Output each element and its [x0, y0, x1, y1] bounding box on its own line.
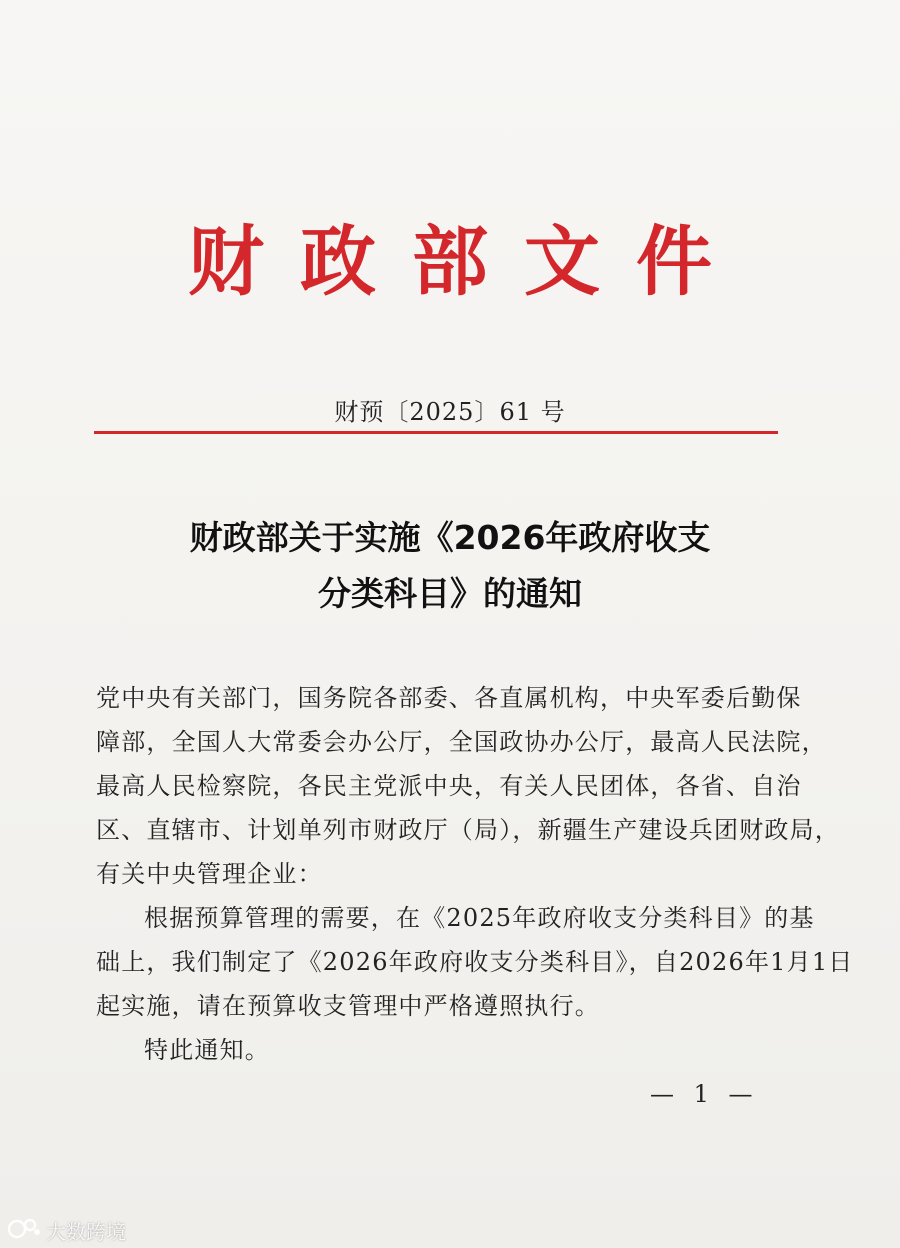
red-divider-line [94, 431, 778, 434]
watermark [8, 1216, 126, 1244]
recipients-line: 有关中央管理企业： [96, 860, 323, 888]
recipients-line: 区、直辖市、计划单列市财政厅（局），新疆生产建设兵团财政局， [96, 816, 840, 844]
recipients-line: 障部，全国人大常委会办公厅，全国政协办公厅，最高人民法院， [96, 728, 827, 756]
document-title [0, 510, 900, 622]
document-title-line-2: 分类科目》的通知 [318, 574, 582, 613]
recipients-line: 最高人民检察院，各民主党派中央，有关人民团体，各省、自治 [96, 772, 802, 800]
logo-icon [8, 1216, 42, 1245]
recipients-line: 党中央有关部门，国务院各部委、各直属机构，中央军委后勤保 [96, 684, 802, 712]
document-title-line-1: 财政部关于实施《2026年政府收支 [189, 518, 711, 557]
paragraph-line: 起实施，请在预算收支管理中严格遵照执行。 [96, 992, 600, 1020]
paragraph-line: 根据预算管理的需要，在《2025年政府收支分类科目》的基 [144, 904, 815, 932]
document-number: 财预〔2025〕61 号 [334, 398, 566, 426]
paragraph-line: 础上，我们制定了《2026年政府收支分类科目》，自2026年1月1日 [96, 948, 854, 976]
closing-line: 特此通知。 [144, 1036, 270, 1064]
page-number: — 1 — [650, 1080, 759, 1108]
watermark-text: 大数跨境 [46, 1219, 126, 1244]
header-title: 财政部文件 [188, 217, 748, 306]
document-body [96, 676, 854, 1072]
